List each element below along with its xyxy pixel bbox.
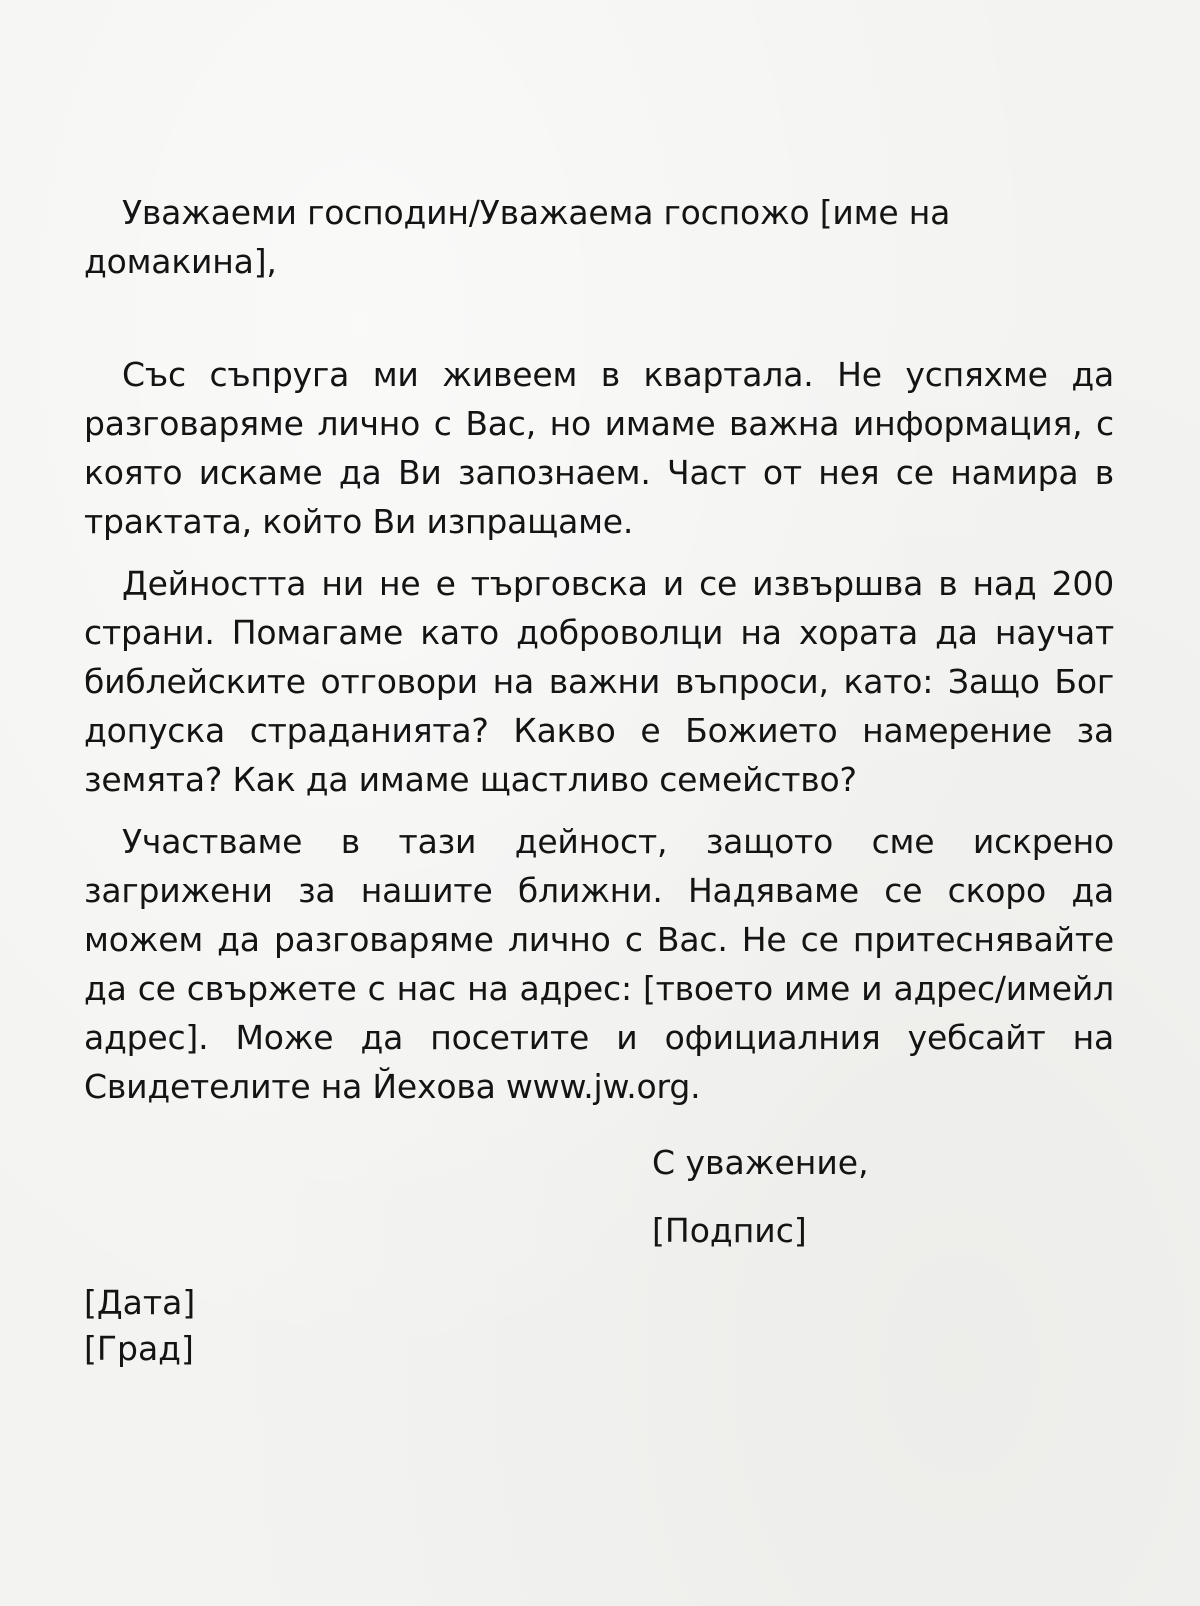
letter-salutation: Уважаеми господин/Уважаема госпожо [име на домакина], <box>84 193 951 281</box>
letter-paragraph-1: Със съпруга ми живеем в квартала. Не успяхме да разговаряме лично с Вас, но имаме важна информация, с която искаме да Ви запознаем. Част от нея се намира в трактата, който Ви изпращаме. <box>84 355 1114 541</box>
letter-date-placeholder: [Дата] <box>84 1283 196 1322</box>
letter-body <box>84 188 1114 1111</box>
letter-date-city <box>84 1280 195 1372</box>
letter-city-placeholder: [Град] <box>84 1329 194 1368</box>
letter-closing: С уважение, <box>652 1143 869 1182</box>
letter-paragraph-2: Дейността ни не е търговска и се извършва в над 200 страни. Помагаме като доброволци на хората да научат библейските отговори на важни въпроси, като: Защо Бог допуска страданията? Какво е Божието намерение за земята? Как да имаме щастливо семейство? <box>84 564 1114 799</box>
letter-signature-placeholder: [Подпис] <box>652 1211 807 1250</box>
letter-paragraph-3: Участваме в тази дейност, защото сме искрено загрижени за нашите ближни. Надяваме се скоро да можем да разговаряме лично с Вас. Не се притеснявайте да се свържете с нас на адрес: [твоето име и адрес/имейл адрес]. Може да посетите и официалния уебсайт на Свидетелите на Йехова www.jw.org. <box>84 822 1114 1106</box>
